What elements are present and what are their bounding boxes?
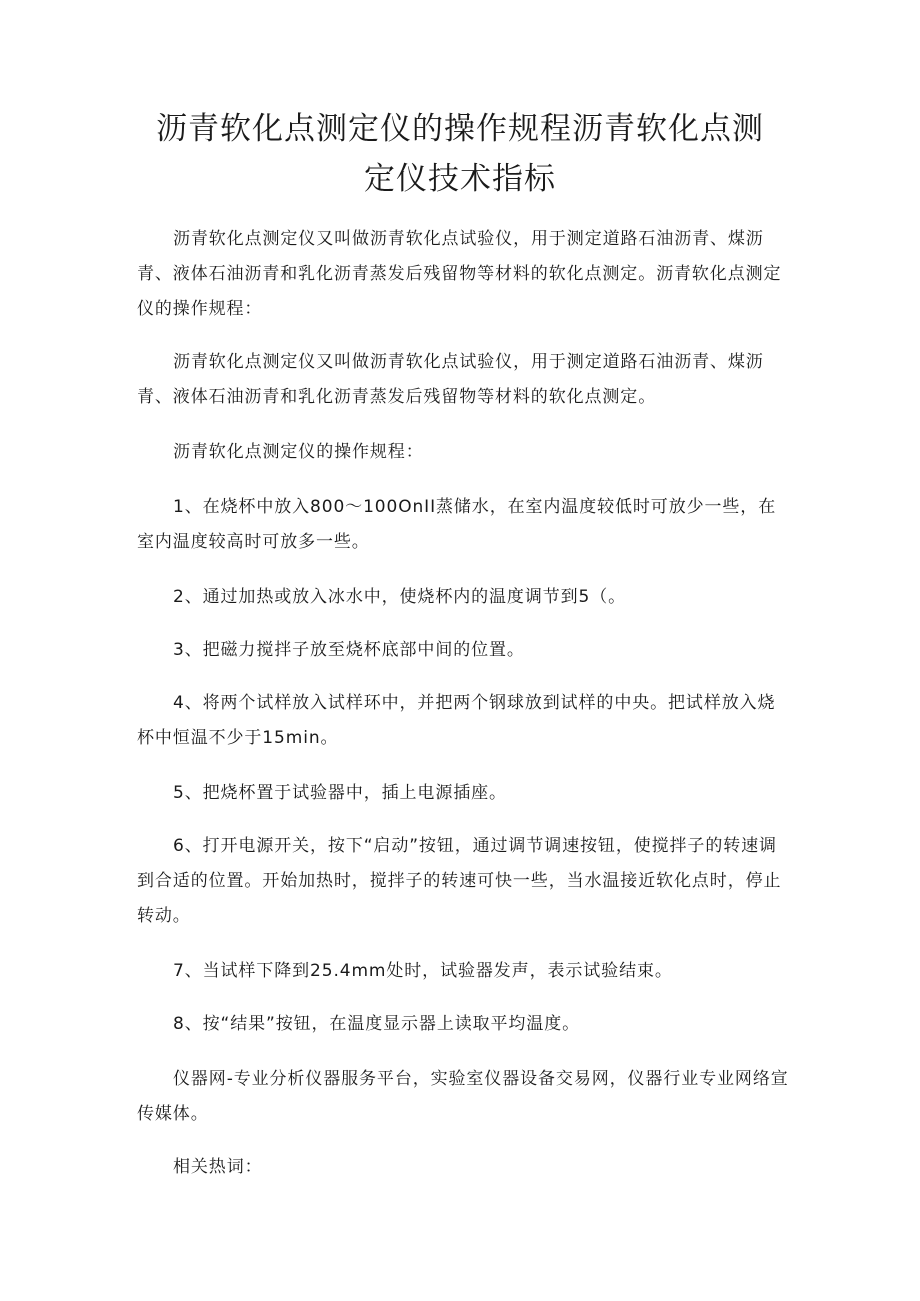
step-7: 7、当试样下降到25.4mm处时，试验器发声，表示试验结束。 (173, 961, 673, 981)
title-line-2: 定仪技术指标 (364, 161, 556, 197)
step-1: 1、在烧杯中放入800〜100OnII蒸储水，在室内温度较低时可放少一些，在室内温度较高时可放多一些。 (137, 497, 777, 552)
step-4: 4、将两个试样放入试样环中，并把两个钢球放到试样的中央。把试样放入烧杯中恒温不少于15min。 (137, 693, 776, 748)
description-paragraph: 沥青软化点测定仪又叫做沥青软化点试验仪，用于测定道路石油沥青、煤沥青、液体石油沥青和乳化沥青蒸发后残留物等材料的软化点测定。 (137, 352, 764, 407)
procedure-heading: 沥青软化点测定仪的操作规程： (173, 442, 424, 462)
step-5: 5、把烧杯置于试验器中，插上电源插座。 (173, 783, 507, 803)
step-8: 8、按“结果”按钮，在温度显示器上读取平均温度。 (173, 1014, 581, 1034)
intro-paragraph: 沥青软化点测定仪又叫做沥青软化点试验仪，用于测定道路石油沥青、煤沥青、液体石油沥青和乳化沥青蒸发后残留物等材料的软化点测定。沥青软化点测定仪的操作规程： (137, 229, 782, 319)
step-6: 6、打开电源开关，按下“启动”按钮，通过调节调速按钮，使搅拌子的转速调到合适的位置。开始加热时，搅拌子的转速可快一些，当水温接近软化点时，停止转动。 (137, 836, 782, 926)
step-2: 2、通过加热或放入冰水中，使烧杯内的温度调节到5（。 (173, 587, 627, 607)
related-keywords-label: 相关热词： (173, 1157, 263, 1177)
document-title (120, 104, 800, 204)
footer-paragraph: 仪器网-专业分析仪器服务平台，实验室仪器设备交易网，仪器行业专业网络宣传媒体。 (137, 1069, 789, 1124)
step-3: 3、把磁力搅拌子放至烧杯底部中间的位置。 (173, 640, 525, 660)
title-line-1: 沥青软化点测定仪的操作规程沥青软化点测 (156, 111, 764, 147)
